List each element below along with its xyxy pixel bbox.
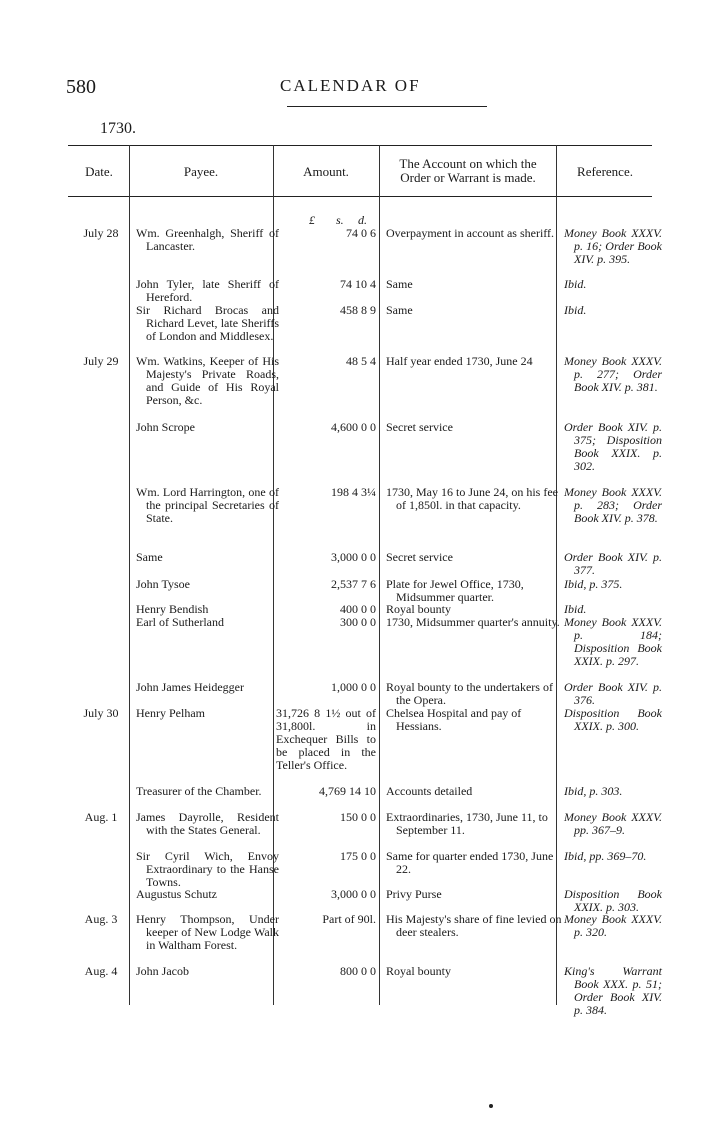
row-payee: Henry Bendish xyxy=(136,602,209,616)
row-payee: John James Heidegger xyxy=(136,680,244,694)
row-date: July 28 xyxy=(83,226,119,240)
row-amount: 198 4 3¼ xyxy=(331,485,376,499)
column-divider xyxy=(129,145,130,1005)
row-payee: Wm. Greenhalgh, Sheriff of Lancaster. xyxy=(136,226,279,253)
row-amount: 400 0 0 xyxy=(340,602,376,616)
row-payee: Sir Richard Brocas and Richard Levet, late Sheriffs of London and Middlesex. xyxy=(136,303,279,343)
row-account: Privy Purse xyxy=(386,887,442,901)
row-payee: Henry Pelham xyxy=(136,706,205,720)
row-account: 1730, May 16 to June 24, on his fee of 1,850l. in that capacity. xyxy=(386,485,558,512)
row-reference: Order Book XIV. p. 376. xyxy=(564,680,662,707)
row-account: Plate for Jewel Office, 1730, Midsummer quarter. xyxy=(386,577,524,604)
row-account: Chelsea Hospital and pay of Hessians. xyxy=(386,706,522,733)
row-amount: Part of 90l. xyxy=(322,912,376,926)
row-reference: Money Book XXXV. p. 283; Order Book XIV. p. 378. xyxy=(564,485,662,525)
row-reference: Money Book XXXV. p. 277; Order Book XIV. p. 381. xyxy=(564,354,662,394)
col-header-payee: Payee. xyxy=(183,164,219,179)
pounds-label: £ xyxy=(309,213,315,227)
row-amount: 4,600 0 0 xyxy=(331,420,376,434)
row-payee: John Jacob xyxy=(136,964,189,978)
title-rule xyxy=(287,106,487,107)
row-reference: Order Book XIV. p. 377. xyxy=(564,550,662,577)
row-account: 1730, Midsummer quarter's annuity. xyxy=(386,615,560,629)
header-bottom-rule xyxy=(68,196,652,197)
row-account: Royal bounty xyxy=(386,964,451,978)
row-account: Overpayment in account as sheriff. xyxy=(386,226,555,240)
col-header-date: Date. xyxy=(85,164,113,179)
row-account: Extraordinaries, 1730, June 11, to September 11. xyxy=(386,810,548,837)
page-number: 580 xyxy=(66,76,96,98)
row-amount: 300 0 0 xyxy=(340,615,376,629)
row-payee: Sir Cyril Wich, Envoy Extraordinary to the Hanse Towns. xyxy=(136,849,279,889)
pence-label: d. xyxy=(358,213,367,227)
row-amount: 31,726 8 1½ out of 31,800l. in Exchequer Bills to be placed in the Teller's Office. xyxy=(276,706,376,772)
row-payee: John Tysoe xyxy=(136,577,190,591)
table-top-rule xyxy=(68,145,652,146)
row-reference: Money Book XXXV. p. 320. xyxy=(564,912,662,939)
running-title: CALENDAR OF xyxy=(280,76,421,95)
row-reference: Disposition Book XXIX. p. 300. xyxy=(564,706,662,733)
row-reference: Ibid, pp. 369–70. xyxy=(564,849,647,863)
row-date: July 29 xyxy=(83,354,119,368)
row-account: Royal bounty xyxy=(386,602,451,616)
row-payee: Earl of Sutherland xyxy=(136,615,224,629)
row-date: Aug. 1 xyxy=(84,810,118,824)
row-reference: Ibid, p. 375. xyxy=(564,577,623,591)
row-amount: 48 5 4 xyxy=(346,354,376,368)
row-account: Secret service xyxy=(386,420,453,434)
row-reference: Order Book XIV. p. 375; Disposition Book XXIX. p. 302. xyxy=(564,420,662,473)
row-reference: Money Book XXXV. pp. 367–9. xyxy=(564,810,662,837)
shillings-label: s. xyxy=(336,213,344,227)
row-payee: Augustus Schutz xyxy=(136,887,217,901)
row-reference: Money Book XXXV. p. 16; Order Book XIV. p. 395. xyxy=(564,226,662,266)
row-reference: Money Book XXXV. p. 184; Disposition Book XXIX. p. 297. xyxy=(564,615,662,668)
row-payee: Same xyxy=(136,550,163,564)
row-payee: John Scrope xyxy=(136,420,195,434)
row-reference: Ibid. xyxy=(564,303,587,317)
row-payee: Wm. Lord Harrington, one of the principal Secretaries of State. xyxy=(136,485,279,525)
row-amount: 800 0 0 xyxy=(340,964,376,978)
row-account: His Majesty's share of fine levied on deer stealers. xyxy=(386,912,562,939)
col-header-reference: Reference. xyxy=(577,164,633,179)
row-account: Same xyxy=(386,277,413,291)
row-payee: Henry Thompson, Under keeper of New Lodge Walk in Waltham Forest. xyxy=(136,912,279,952)
row-reference: Disposition Book XXIX. p. 303. xyxy=(564,887,662,914)
column-divider xyxy=(379,145,380,1005)
row-account: Same xyxy=(386,303,413,317)
column-divider xyxy=(556,145,557,1005)
row-payee: John Tyler, late Sheriff of Hereford. xyxy=(136,277,279,304)
row-account: Royal bounty to the undertakers of the Opera. xyxy=(386,680,553,707)
row-reference: Ibid. xyxy=(564,602,587,616)
row-reference: Ibid. xyxy=(564,277,587,291)
row-amount: 3,000 0 0 xyxy=(331,550,376,564)
row-account: Same for quarter ended 1730, June 22. xyxy=(386,849,554,876)
row-amount: 2,537 7 6 xyxy=(331,577,376,591)
row-reference: Ibid, p. 303. xyxy=(564,784,623,798)
row-amount: 150 0 0 xyxy=(340,810,376,824)
col-header-account: The Account on which the Order or Warrant is made. xyxy=(399,156,537,185)
row-date: July 30 xyxy=(83,706,119,720)
row-payee: James Dayrolle, Resident with the States General. xyxy=(136,810,279,837)
row-date: Aug. 4 xyxy=(84,964,118,978)
row-amount: 74 10 4 xyxy=(340,277,376,291)
row-amount: 175 0 0 xyxy=(340,849,376,863)
row-payee: Treasurer of the Chamber. xyxy=(136,784,262,798)
row-payee: Wm. Watkins, Keeper of His Majesty's Private Roads, and Guide of His Royal Person, &c. xyxy=(136,354,279,407)
row-amount: 3,000 0 0 xyxy=(331,887,376,901)
year-heading: 1730. xyxy=(100,120,136,137)
row-account: Half year ended 1730, June 24 xyxy=(386,354,533,368)
row-amount: 74 0 6 xyxy=(346,226,376,240)
row-date: Aug. 3 xyxy=(84,912,118,926)
row-reference: King's Warrant Book XXX. p. 51; Order Book XIV. p. 384. xyxy=(564,964,662,1017)
row-account: Accounts detailed xyxy=(386,784,473,798)
row-amount: 4,769 14 10 xyxy=(319,784,376,798)
row-account: Secret service xyxy=(386,550,453,564)
col-header-amount: Amount. xyxy=(303,164,349,179)
printer-mark xyxy=(489,1104,493,1108)
row-amount: 1,000 0 0 xyxy=(331,680,376,694)
row-amount: 458 8 9 xyxy=(340,303,376,317)
